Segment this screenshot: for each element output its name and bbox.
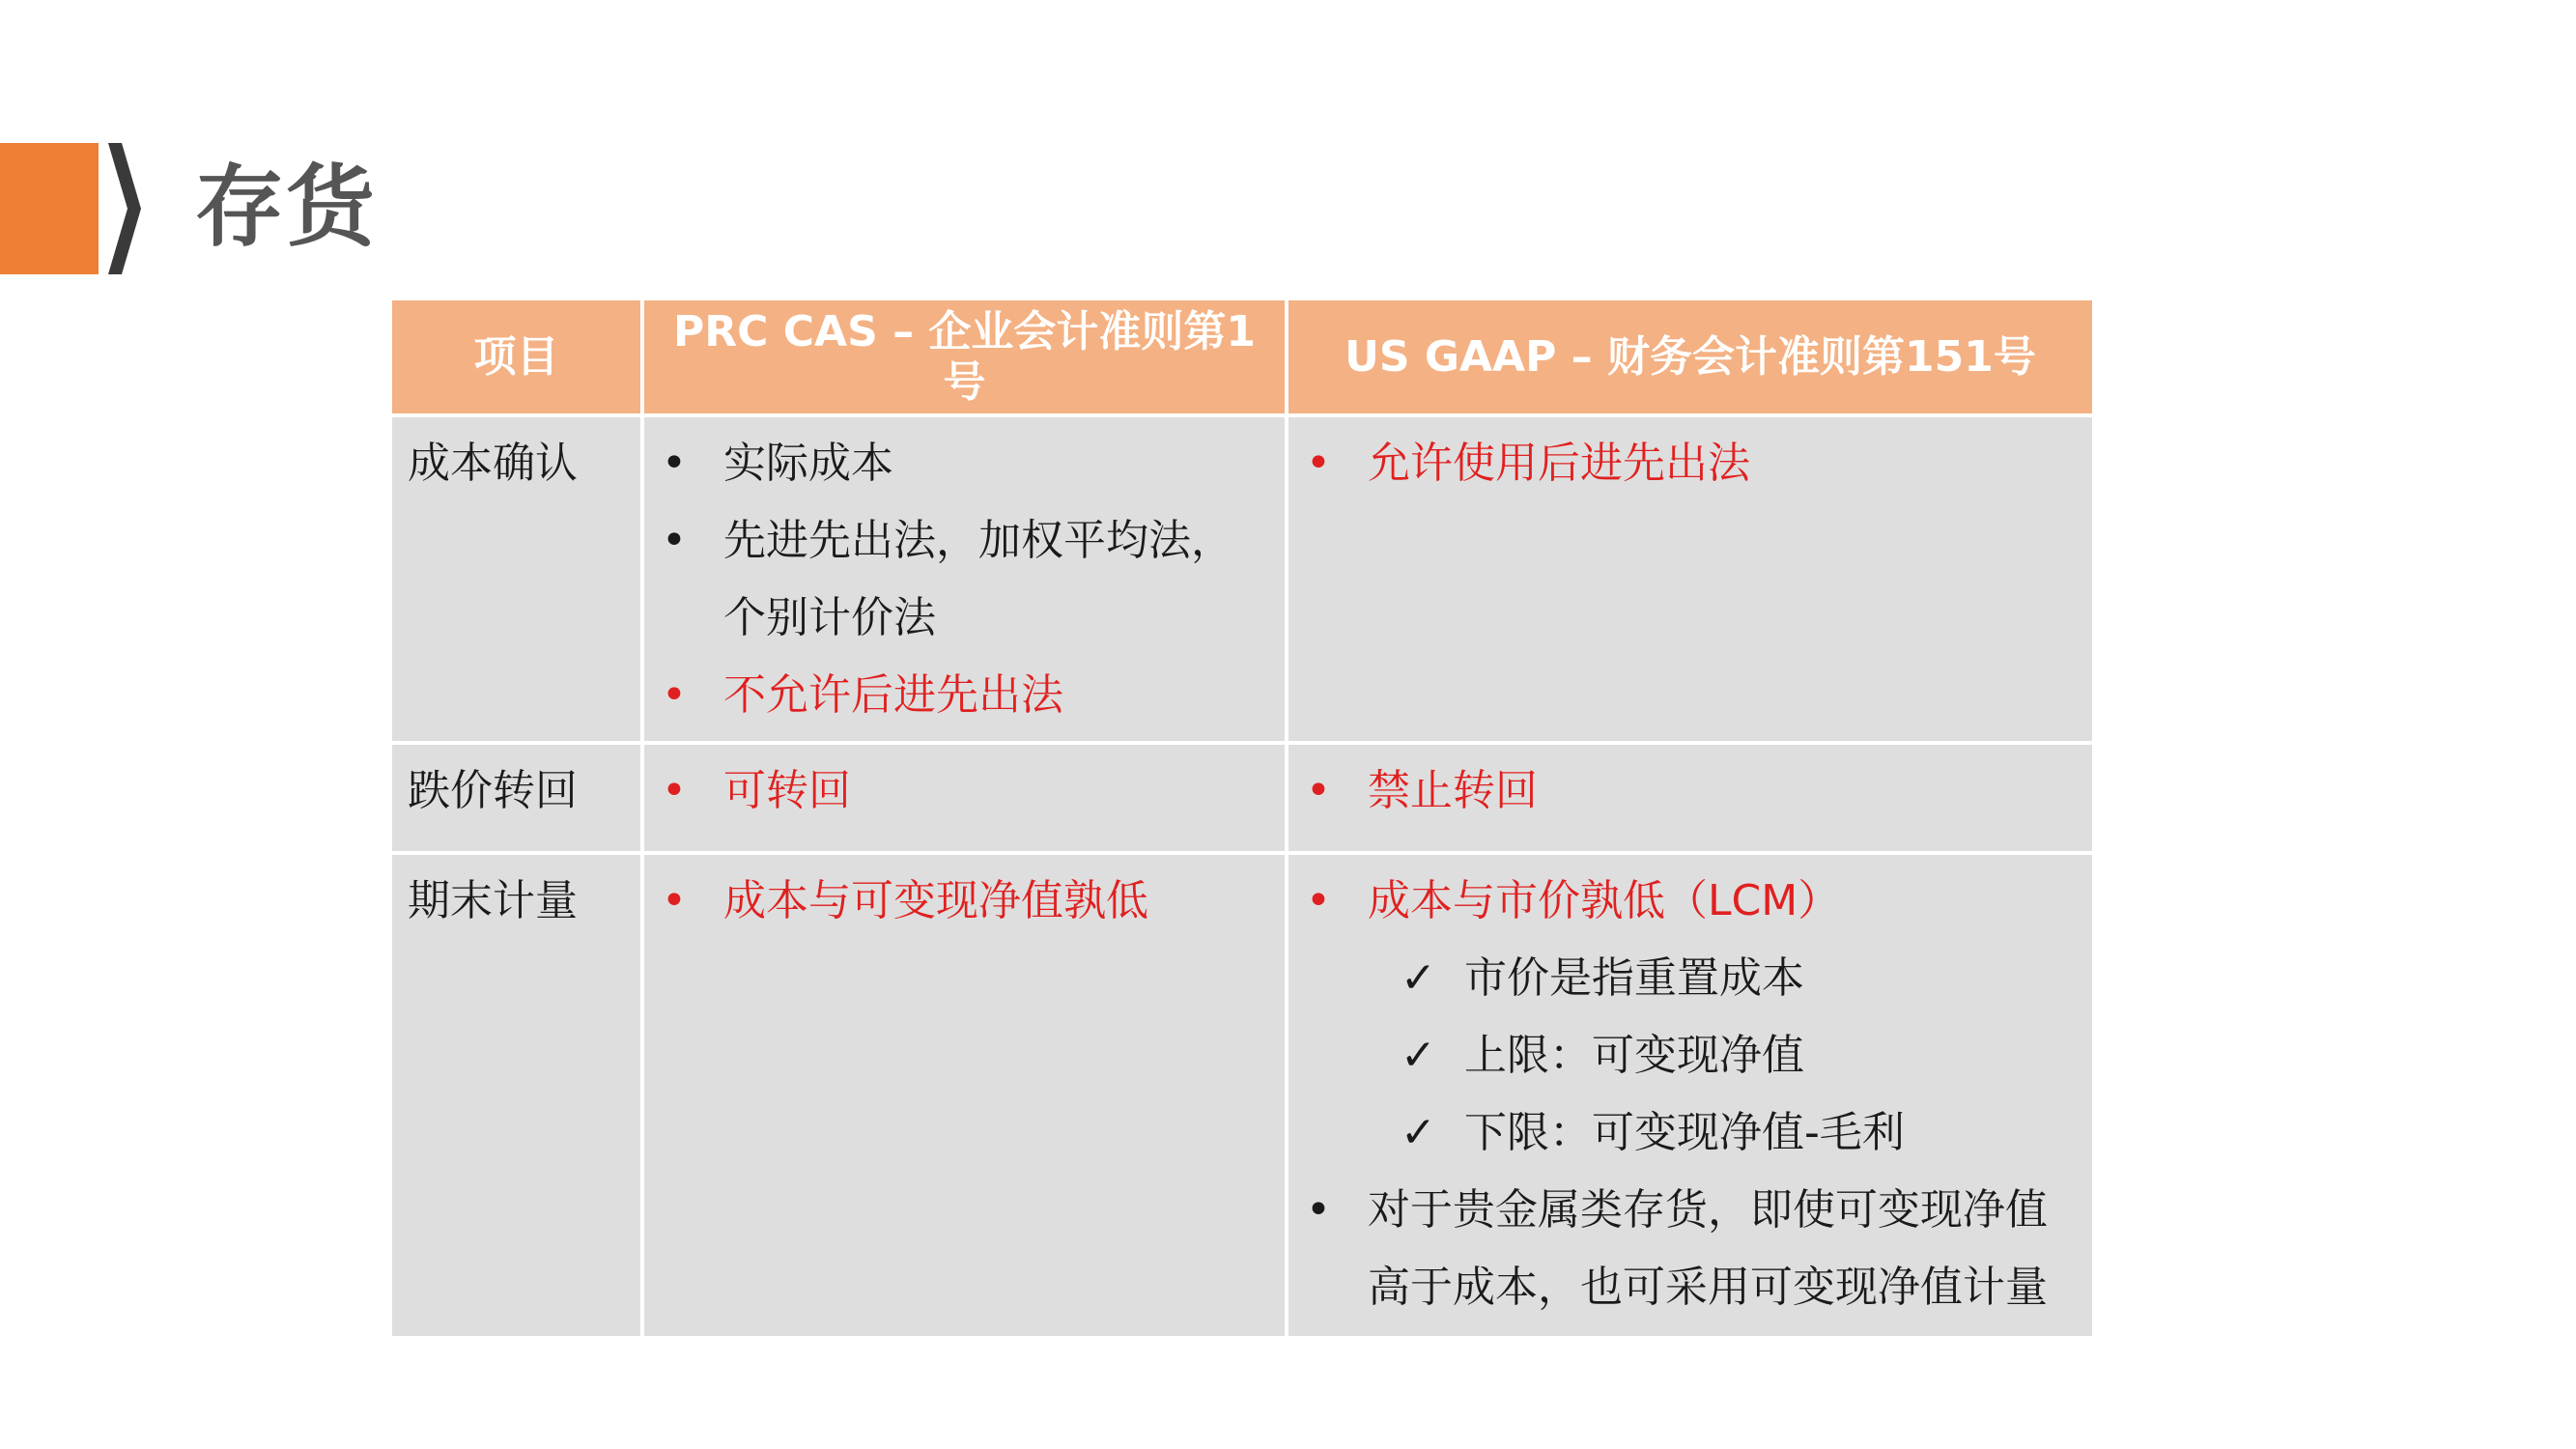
table-row-impairment-reversal — [390, 743, 2094, 853]
table-row-period-end-measurement — [390, 853, 2094, 1338]
bullet-list — [660, 425, 1269, 734]
table-row-cost-recognition — [390, 415, 2094, 743]
cas-cell — [642, 853, 1287, 1338]
header-item: 项目 — [390, 298, 642, 415]
list-item: • 允许使用后进先出法 — [1304, 425, 2077, 502]
bullet-list — [1304, 753, 2077, 830]
list-item: ✓ 下限：可变现净值-毛利 — [1304, 1094, 2077, 1172]
list-item: • 禁止转回 — [1304, 753, 2077, 830]
bullet-icon: • — [1306, 1185, 1331, 1235]
row-label: 期末计量 — [390, 853, 642, 1338]
bullet-icon: • — [1306, 766, 1331, 815]
gaap-cell — [1287, 853, 2094, 1338]
cas-cell — [642, 743, 1287, 853]
list-item: • 对于贵金属类存货，即使可变现净值高于成本，也可采用可变现净值计量 — [1304, 1172, 2077, 1326]
list-item: • 成本与市价孰低（LCM） — [1304, 863, 2077, 940]
table-header-row — [390, 298, 2094, 415]
header-us-gaap: US GAAP – 财务会计准则第151号 — [1287, 298, 2094, 415]
bullet-list — [660, 753, 1269, 830]
checkmark-icon: ✓ — [1401, 1108, 1436, 1157]
page-title: 存货 — [195, 156, 378, 259]
bullet-icon: • — [662, 516, 687, 565]
checkmark-icon: ✓ — [1401, 1031, 1436, 1080]
list-item: • 不允许后进先出法 — [660, 657, 1269, 734]
list-item: • 成本与可变现净值孰低 — [660, 863, 1269, 940]
bullet-icon: • — [662, 670, 687, 720]
bullet-list — [1304, 863, 2077, 1326]
comparison-table — [388, 297, 2096, 1340]
list-item: • 实际成本 — [660, 425, 1269, 502]
list-item: • 先进先出法，加权平均法，个别计价法 — [660, 502, 1269, 657]
gaap-cell — [1287, 743, 2094, 853]
header-prc-cas: PRC CAS – 企业会计准则第1号 — [642, 298, 1287, 415]
chevron-right-icon — [108, 143, 141, 274]
bullet-icon: • — [662, 766, 687, 815]
bullet-list — [660, 863, 1269, 940]
title-accent-bar — [0, 143, 99, 274]
bullet-icon: • — [1306, 876, 1331, 925]
checkmark-icon: ✓ — [1401, 953, 1436, 1003]
list-item: • 可转回 — [660, 753, 1269, 830]
list-item: ✓ 市价是指重置成本 — [1304, 940, 2077, 1017]
cas-cell — [642, 415, 1287, 743]
bullet-icon: • — [662, 439, 687, 488]
bullet-list — [1304, 425, 2077, 502]
bullet-icon: • — [1306, 439, 1331, 488]
bullet-icon: • — [662, 876, 687, 925]
row-label: 跌价转回 — [390, 743, 642, 853]
list-item: ✓ 上限：可变现净值 — [1304, 1017, 2077, 1094]
gaap-cell — [1287, 415, 2094, 743]
row-label: 成本确认 — [390, 415, 642, 743]
